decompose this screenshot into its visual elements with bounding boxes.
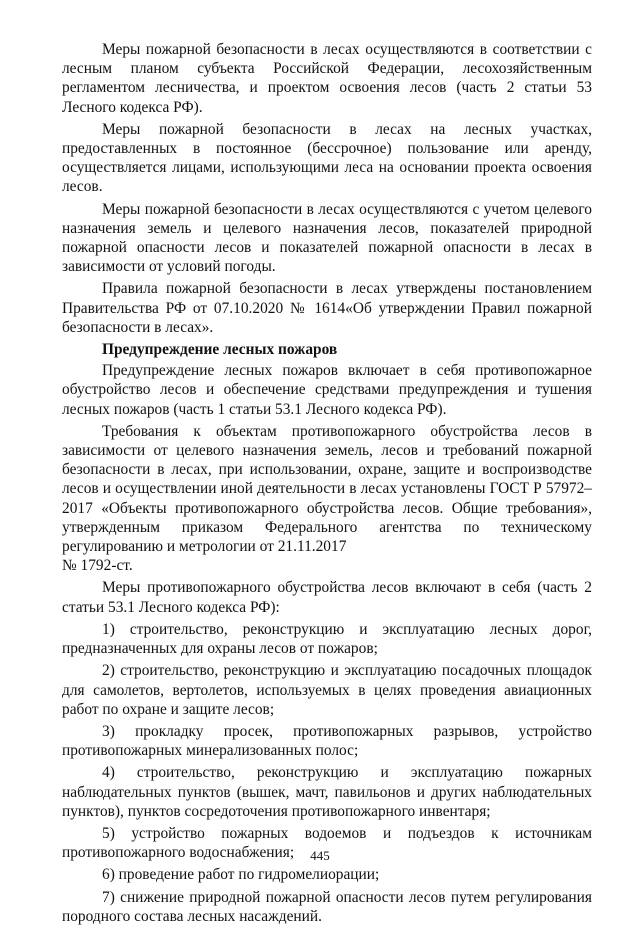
list-item-1: 1) строительство, реконструкцию и эксплуатацию лесных дорог, предназначенных для охраны лесов от пожаров; [62,620,592,658]
paragraph-fire-safety-conditions: Меры пожарной безопасности в лесах осуществляются с учетом целевого назначения земель и целевого назначения лесов, показателей природной пожарной опасности лесов и показателей пожарной опасности в лесах в зависимости от условий погоды. [62,200,592,276]
paragraph-gost-requirements: Требования к объектам противопожарного обустройства лесов в зависимости от целевого назначения земель, лесов и требований пожарной безопасности в лесах, при использовании, охране, защите и воспроизводстве лесов и осуществлении иной деятельности в лесах установлены ГОСТ Р 57972–2017 «Объекты противопожарного обустройства лесов. Общие требования», утвержденным приказом Федерального агентства по техническому регулированию и метрологии от 21.11.2017 [62,422,592,556]
paragraph-fire-safety-rules: Правила пожарной безопасности в лесах утверждены постановлением Правительства РФ от 07.10.2020 № 1614«Об утверждении Правил пожарной безопасности в лесах». [62,280,592,336]
order-number: № 1792-ст. [62,557,133,575]
paragraph-fire-safety-leased-plots: Меры пожарной безопасности в лесах на лесных участках, предоставленных в постоянное (бессрочное) пользование или аренду, осуществляется лицами, использующими леса на основании проекта освоения лесов. [62,120,592,196]
document-page [62,40,592,929]
paragraph-measures-intro: Меры противопожарного обустройства лесов включают в себя (часть 2 статьи 53.1 Лесного кодекса РФ): [62,579,592,616]
section-heading: Предупреждение лесных пожаров [102,341,338,359]
list-item-2: 2) строительство, реконструкцию и эксплуатацию посадочных площадок для самолетов, вертолетов, используемых в целях проведения авиационных работ по охране и защите лесов; [62,662,592,718]
page-number: 445 [310,848,330,863]
list-item-6: 6) проведение работ по гидромелиорации; [102,866,380,884]
paragraph-prevention-definition: Предупреждение лесных пожаров включает в себя противопожарное обустройство лесов и обеспечение средствами предупреждения и тушения лесных пожаров (часть 1 статьи 53.1 Лесного кодекса РФ). [62,362,592,418]
list-item-4: 4) строительство, реконструкцию и эксплуатацию пожарных наблюдательных пунктов (вышек, мачт, павильонов и других наблюдательных пунктов), пунктов сосредоточения противопожарного инвентаря; [62,764,592,820]
paragraph-fire-safety-plan: Меры пожарной безопасности в лесах осуществляются в соответствии с лесным планом субъекта Российской Федерации, лесохозяйственным регламентом лесничества, и проектом освоения лесов (часть 2 статьи 53 Лесного кодекса РФ). [62,41,592,116]
list-item-7: 7) снижение природной пожарной опасности лесов путем регулирования породного состава лесных насаждений. [62,888,592,925]
list-item-5: 5) устройство пожарных водоемов и подъездов к источникам противопожарного водоснабжения; [62,824,592,862]
list-item-3: 3) прокладку просек, противопожарных разрывов, устройство противопожарных минерализованных полос; [62,722,592,760]
